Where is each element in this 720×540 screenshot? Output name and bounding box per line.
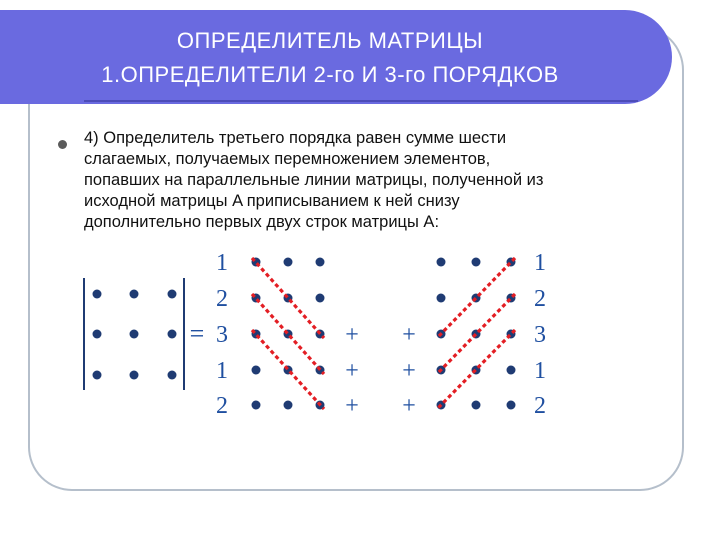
row-label: 2	[534, 393, 546, 419]
matrix-element-dot	[472, 258, 481, 267]
matrix-element-dot	[130, 330, 139, 339]
bullet-line: попавших на параллельные линии матрицы, полученной из	[84, 171, 544, 189]
equals-sign: =	[189, 319, 205, 348]
matrix-element-dot	[130, 371, 139, 380]
matrix-element-dot	[168, 330, 177, 339]
matrix-element-dot	[472, 401, 481, 410]
matrix-element-dot	[507, 366, 516, 375]
row-label: 2	[216, 286, 228, 312]
bullet-line: дополнительно первых двух строк матрицы A:	[84, 213, 440, 231]
bullet-line: 4) Определитель третьего порядка равен сумме шести	[84, 129, 507, 147]
row-label: 1	[216, 250, 228, 276]
matrix-element-dot	[93, 371, 102, 380]
plus-sign: +	[402, 322, 416, 348]
row-label: 1	[216, 358, 228, 384]
matrix-element-dot	[252, 366, 261, 375]
row-label: 3	[534, 322, 546, 348]
plus-sign: +	[345, 322, 359, 348]
matrix-element-dot	[130, 290, 139, 299]
matrix-element-dot	[284, 258, 293, 267]
matrix-element-dot	[168, 371, 177, 380]
plus-sign: +	[402, 358, 416, 384]
row-label: 2	[216, 393, 228, 419]
title-line-2: 1.ОПРЕДЕЛИТЕЛИ 2-го И 3-го ПОРЯДКОВ	[101, 62, 559, 87]
matrix-element-dot	[437, 258, 446, 267]
matrix-element-dot	[316, 258, 325, 267]
matrix-element-dot	[93, 290, 102, 299]
row-label: 1	[534, 358, 546, 384]
plus-sign: +	[345, 358, 359, 384]
matrix-element-dot	[252, 401, 261, 410]
matrix-element-dot	[437, 294, 446, 303]
bullet-line: исходной матрицы A приписыванием к ней снизу	[84, 192, 460, 210]
matrix-element-dot	[507, 401, 516, 410]
bullet-line: слагаемых, получаемых перемножением элементов,	[84, 150, 491, 168]
row-label: 1	[534, 250, 546, 276]
matrix-element-dot	[168, 290, 177, 299]
row-label: 3	[216, 322, 228, 348]
title-line-1: ОПРЕДЕЛИТЕЛЬ МАТРИЦЫ	[176, 28, 484, 53]
matrix-element-dot	[316, 294, 325, 303]
plus-sign: +	[402, 393, 416, 419]
plus-sign: +	[345, 393, 359, 419]
matrix-element-dot	[284, 401, 293, 410]
row-label: 2	[534, 286, 546, 312]
matrix-element-dot	[93, 330, 102, 339]
